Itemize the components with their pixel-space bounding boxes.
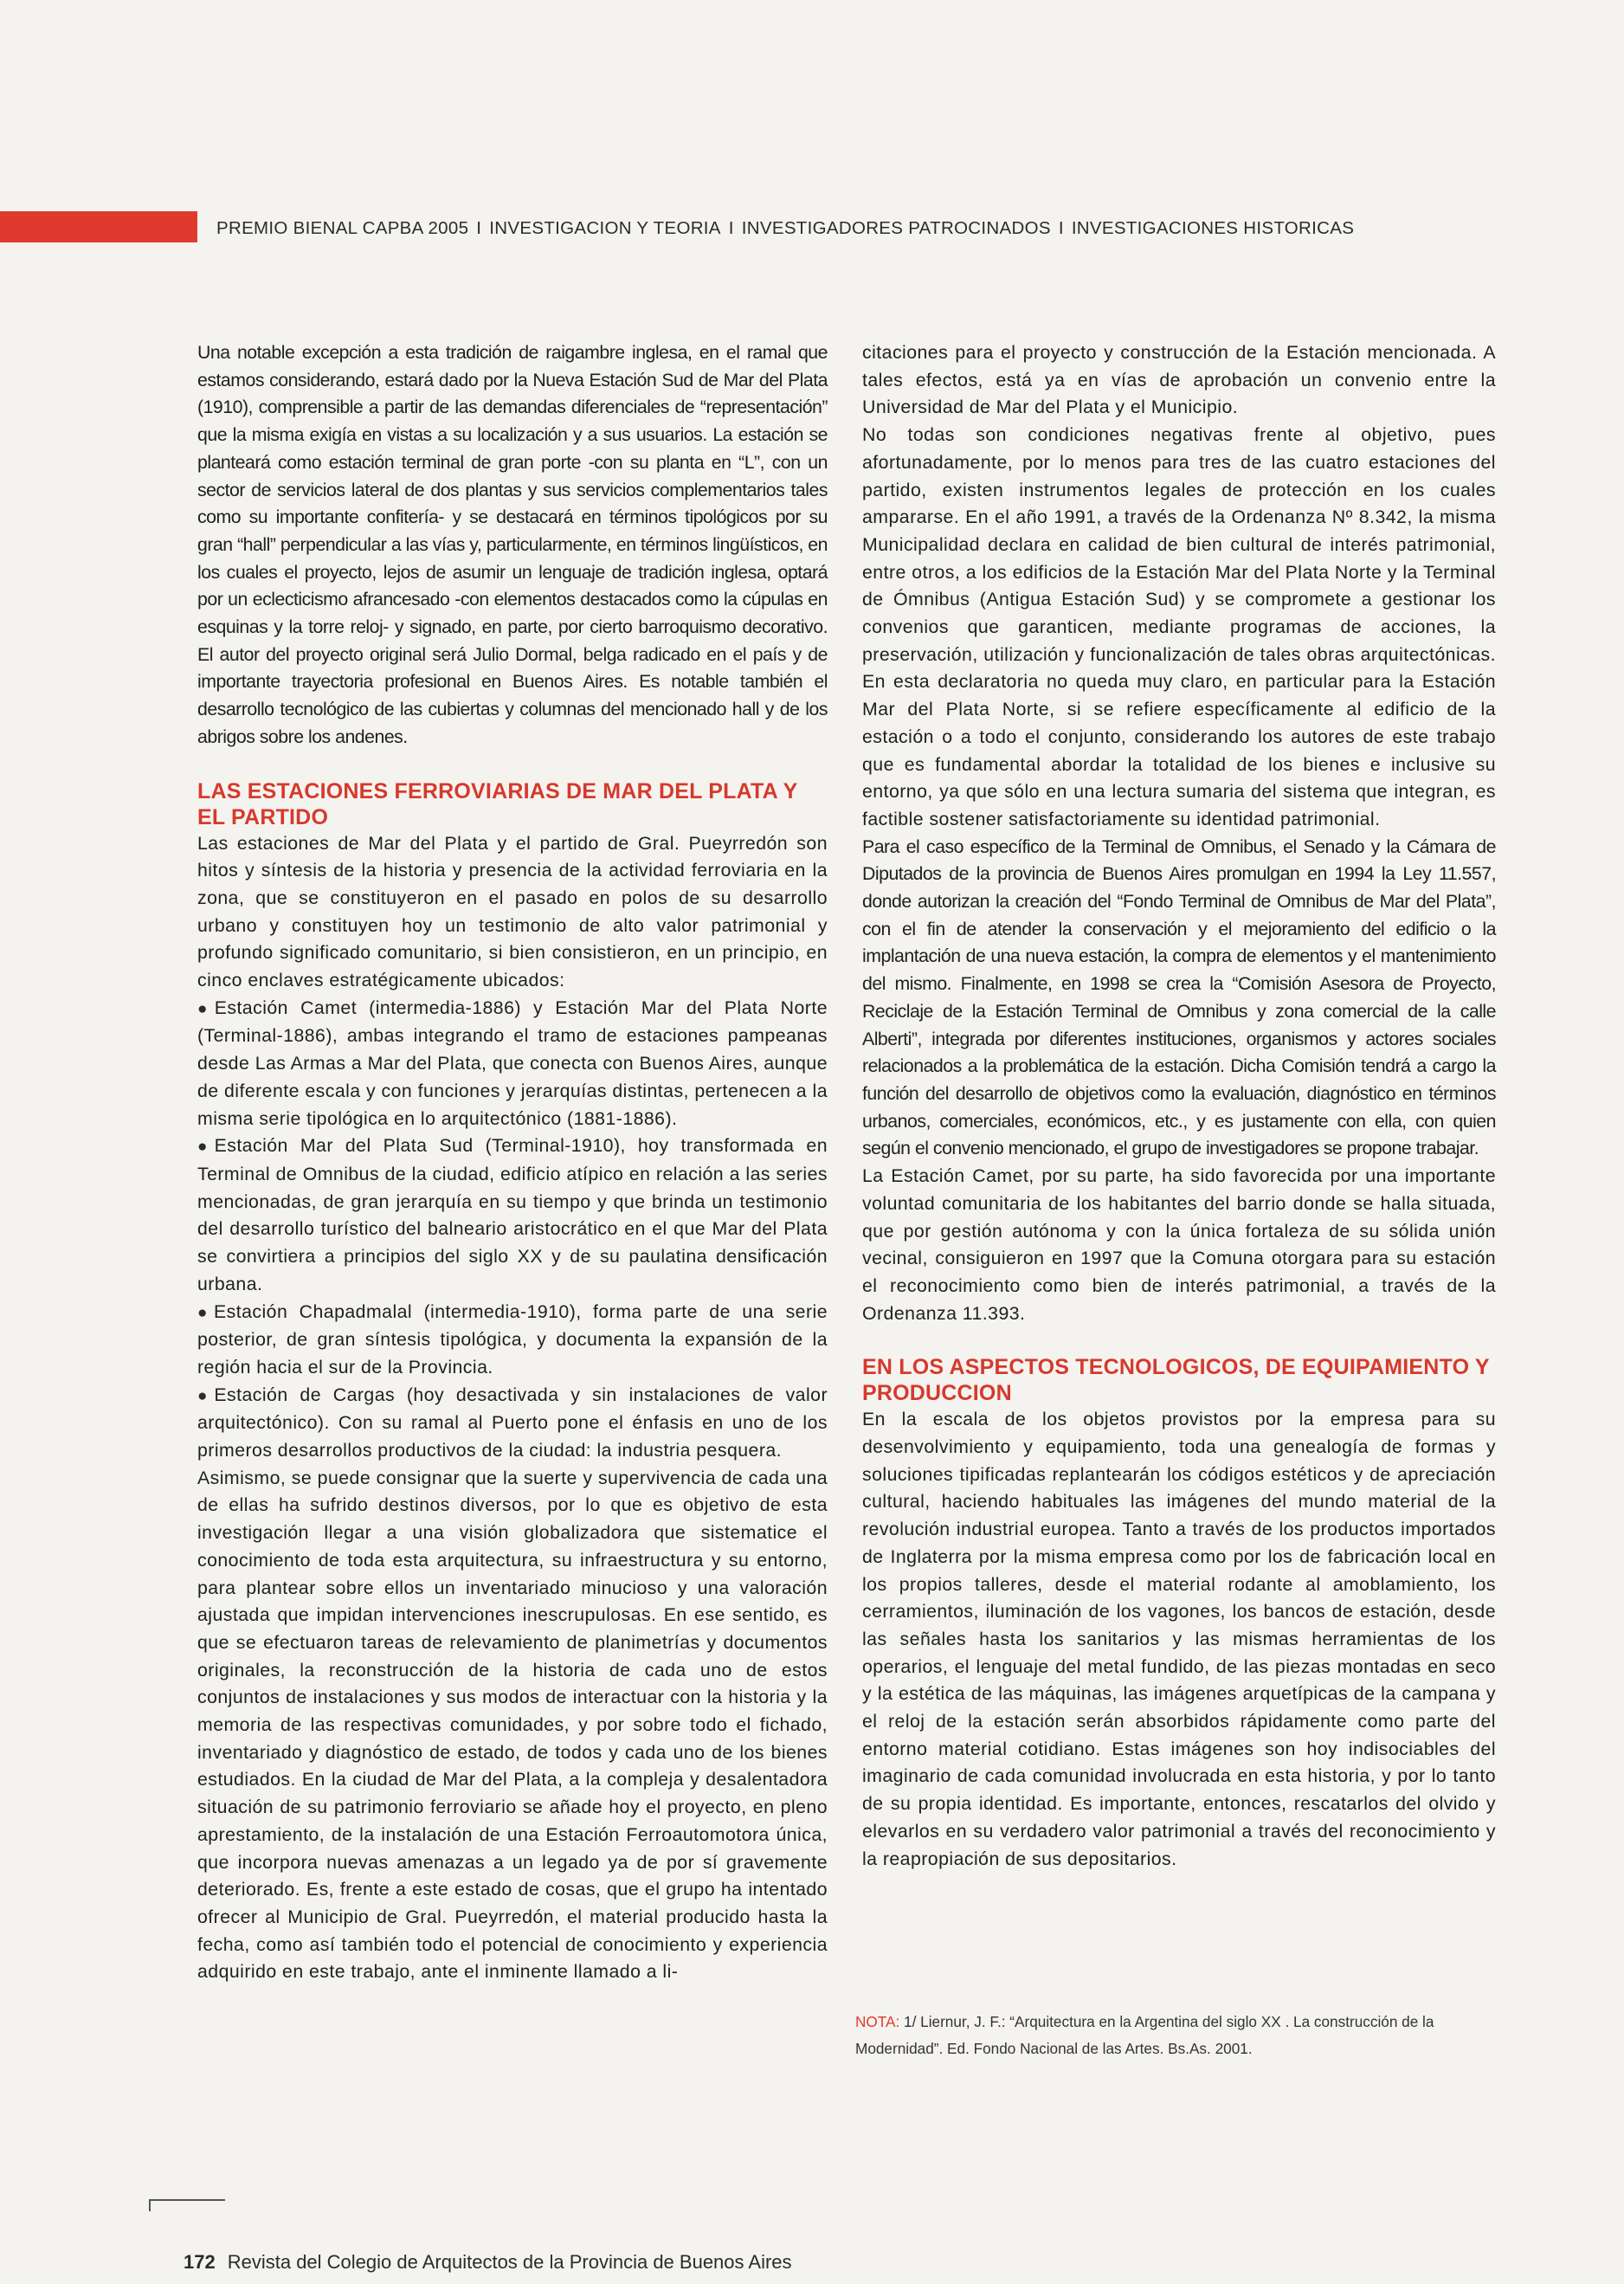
header-crumb: INVESTIGACIONES HISTORICAS (1071, 218, 1355, 238)
footer-rule (149, 2199, 225, 2201)
footnote (855, 2009, 1496, 2062)
header-separator: I (728, 218, 734, 238)
list-item (197, 995, 828, 1133)
bullet-icon: ● (197, 999, 215, 1018)
footnote-text: 1/ Liernur, J. F.: “Arquitectura en la Argentina del siglo XX . La construcción de la Modernidad”. Ed. Fondo Nacional de las Artes. Bs.As. 2001. (855, 2013, 1434, 2057)
section-heading: EN LOS ASPECTOS TECNOLOGICOS, DE EQUIPAMIENTO Y PRODUCCION (862, 1355, 1490, 1406)
header-separator: I (476, 218, 482, 238)
list-item-text: Estación Camet (intermedia-1886) y Estación Mar del Plata Norte (Terminal-1886), ambas integrando el tramo de estaciones pampeanas desde Las Armas a Mar del Plata, que conecta con Buenos Aires, aunque de diferente escala y con funciones y jerarquías distintas, pertenecen a la misma serie tipológica en lo arquitectónico (1881-1886). (197, 997, 828, 1129)
paragraph: citaciones para el proyecto y construcción de la Estación mencionada. A tales efectos, está ya en vías de aprobación un convenio entre la Universidad de Mar del Plata y el Municipio. (862, 342, 1496, 418)
footer-rule-tick (149, 2199, 151, 2211)
section-heading: LAS ESTACIONES FERROVIARIAS DE MAR DEL PLATA Y EL PARTIDO (197, 778, 798, 829)
publication-name: Revista del Colegio de Arquitectos de la Provincia de Buenos Aires (227, 2251, 792, 2273)
paragraph: Asimismo, se puede consignar que la suerte y supervivencia de cada una de ellas ha sufrido destinos diversos, por lo que es objetivo de esta investigación llegar a una visión globalizadora que sistematice el conocimiento de toda esta arquitectura, su infraestructura y su entorno, para plantear sobre ellos un inventariado minucioso y una valoración ajustada que impidan intervenciones inescrupulosas. En ese sentido, es que se efectuaron tareas de relevamiento de planimetrías y documentos originales, la reconstrucción de la historia de cada uno de estos conjuntos de instalaciones y sus modos de interactuar con la historia y la memoria de las respectivas comunidades, y por sobre todo el fichado, inventariado y diagnóstico de estado, de todos y cada uno de los bienes estudiados. En la ciudad de Mar del Plata, a la compleja y desalentadora situación de su patrimonio ferroviario se añade hoy el proyecto, en pleno aprestamiento, de la instalación de una Estación Ferroautomotora única, que incorpora nuevas amenazas a un legado ya de por sí gravemente deteriorado. Es, frente a este estado de cosas, que el grupo ha intentado ofrecer al Municipio de Gral. Pueyrredón, el material producido hasta la fecha, como así también todo el potencial de conocimiento y experiencia adquirido en este trabajo, ante el inminente llamado a li- (197, 1467, 828, 1983)
spacer (197, 752, 828, 778)
header-crumb: INVESTIGACION Y TEORIA (489, 218, 721, 238)
header-crumb: PREMIO BIENAL CAPBA 2005 (216, 218, 469, 238)
paragraph: No todas son condiciones negativas frente al objetivo, pues afortunadamente, por lo menos para tres de las cuatro estaciones del partido, existen instrumentos legales de protección en los cuales ampararse. En el año 1991, a través de la Ordenanza Nº 8.342, la misma Municipalidad declara en calidad de bien cultural de interés patrimonial, entre otros, a los edificios de la Estación Mar del Plata Norte y la Terminal de Ómnibus (Antigua Estación Sud) y se compromete a gestionar los convenios que garanticen, mediante programas de acciones, la preservación, utilización y funcionalización de tales obras arquitectónicas. En esta declaratoria no queda muy claro, en particular para la Estación Mar del Plata Norte, si se refiere específicamente al edificio de la estación o a todo el conjunto, considerando los autores de este trabajo que es fundamental abordar la totalidad de los bienes e inclusive su entorno, ya que sólo en una lectura sumaria del sistema que integran, es factible sostener satisfactoriamente su identidad patrimonial. (862, 424, 1496, 829)
left-column (197, 339, 828, 1986)
bullet-icon: ● (197, 1303, 214, 1322)
page-number: 172 (184, 2251, 216, 2273)
paragraph: Para el caso específico de la Terminal de Omnibus, el Senado y la Cámara de Diputados de la provincia de Buenos Aires promulgan en 1994 la Ley 11.557, donde autorizan la creación del “Fondo Terminal de Omnibus de Mar del Plata”, con el fin de atender la conservación y el mejoramiento del edificio o la implantación de una nueva estación, la compra de elementos y el mantenimiento del mismo. Finalmente, en 1998 se crea la “Comisión Asesora de Proyecto, Reciclaje de la Estación Terminal de Omnibus y zona comercial de la calle Alberti”, integrada por diferentes instituciones, organismos y actores sociales relacionados a la problemática de la estación. Dicha Comisión tendrá a cargo la función del desarrollo de objetivos como la evaluación, diagnóstico en términos urbanos, comerciales, económicos, etc., y es justamente con ella, con quien según el convenio mencionado, el grupo de investigadores se propone trabajar. (862, 836, 1496, 1159)
list-item (197, 1382, 828, 1465)
list-item-text: Estación Chapadmalal (intermedia-1910), forma parte de una serie posterior, de gran síntesis tipológica, y documenta la expansión de la región hacia el sur de la Provincia. (197, 1300, 828, 1377)
footnote-label: NOTA: (855, 2013, 900, 2030)
running-header (216, 218, 1354, 239)
list-item-text: Estación Mar del Plata Sud (Terminal-1910), hoy transformada en Terminal de Omnibus de la ciudad, edificio atípico en relación a las series mencionadas, de gran jerarquía en su tiempo y que brinda un testimonio del desarrollo turístico del balneario aristocrático en el que Mar del Plata se convirtiera a principios del siglo XX y de su paulatina densificación urbana. (197, 1135, 828, 1294)
header-crumb: INVESTIGADORES PATROCINADOS (741, 218, 1051, 238)
list-item (197, 1299, 828, 1382)
right-column (862, 339, 1496, 1873)
paragraph: Las estaciones de Mar del Plata y el partido de Gral. Pueyrredón son hitos y síntesis de la historia y presencia de la actividad ferroviaria en la zona, que se constituyeron en el pasado en polos de su desarrollo urbano y constituyen hoy un testimonio de alto valor patrimonial y profundo significado comunitario, si bien consistieron, en un principio, en cinco enclaves estratégicamente ubicados: (197, 832, 828, 991)
header-separator: I (1058, 218, 1064, 238)
list-item-text: Estación de Cargas (hoy desactivada y sin instalaciones de valor arquitectónico). Con su ramal al Puerto pone el énfasis en uno de los primeros desarrollos productivos de la ciudad: la industria pesquera. (197, 1384, 828, 1461)
paragraph: En la escala de los objetos provistos por la empresa para su desenvolvimiento y equipamiento, toda una genealogía de formas y soluciones tipificadas replantearán los códigos estéticos y de apreciación cultural, haciendo habituales las imágenes del mundo material de la revolución industrial europea. Tanto a través de los productos importados de Inglaterra por la misma empresa como por los de fabricación local en los propios talleres, desde el material rodante al amoblamiento, los cerramientos, iluminación de los vagones, los bancos de estación, desde las señales hasta los sanitarios y las mismas herramientas de los operarios, el lenguaje del metal fundido, de las piezas montadas en seco y la estética de las máquinas, las imágenes arquetípicas de la campana y el reloj de la estación serán absorbidos rápidamente como parte del entorno material cotidiano. Estas imágenes son hoy indisociables del imaginario de cada comunidad involucrada en esta historia, y por lo tanto de su propia identidad. Es importante, entonces, rescatarlos del olvido y elevarlos en su verdadero valor patrimonial a través del reconocimiento y la reapropiación de sus depositarios. (862, 1409, 1496, 1869)
paragraph: Una notable excepción a esta tradición de raigambre inglesa, en el ramal que estamos considerando, estará dado por la Nueva Estación Sud de Mar del Plata (1910), comprensible a partir de las demandas diferenciales de “representación” que la misma exigía en vistas a su localización y a sus usuarios. La estación se planteará como estación terminal de gran porte -con su planta en “L”, con un sector de servicios lateral de dos plantas y sus servicios complementarios tales como su importante confitería- y se destacará en términos tipológicos por su gran “hall” perpendicular a las vías y, particularmente, en términos lingüísticos, en los cuales el proyecto, lejos de asumir un lenguaje de tradición inglesa, optará por un eclecticismo afrancesado -con elementos destacados como la cúpulas en esquinas y la torre reloj- y signado, en parte, por cierto barroquismo decorativo. El autor del proyecto original será Julio Dormal, belga radicado en el país y de importante trayectoria profesional en Buenos Aires. Es notable también el desarrollo tecnológico de las cubiertas y columnas del mencionado hall y de los abrigos sobre los andenes. (197, 342, 828, 747)
header-accent-bar (0, 211, 197, 242)
paragraph: La Estación Camet, por su parte, ha sido favorecida por una importante voluntad comunitaria de los habitantes del barrio donde se halla situada, que por gestión autónoma y con la única fortaleza de su sólida unión vecinal, consiguieron en 1997 que la Comuna otorgara para su estación el reconocimiento como bien de interés patrimonial, a través de la Ordenanza 11.393. (862, 1165, 1496, 1324)
bullet-icon: ● (197, 1386, 215, 1405)
page-footer (184, 2251, 792, 2274)
list-item (197, 1132, 828, 1298)
spacer (862, 1327, 1496, 1354)
bullet-icon: ● (197, 1138, 215, 1157)
